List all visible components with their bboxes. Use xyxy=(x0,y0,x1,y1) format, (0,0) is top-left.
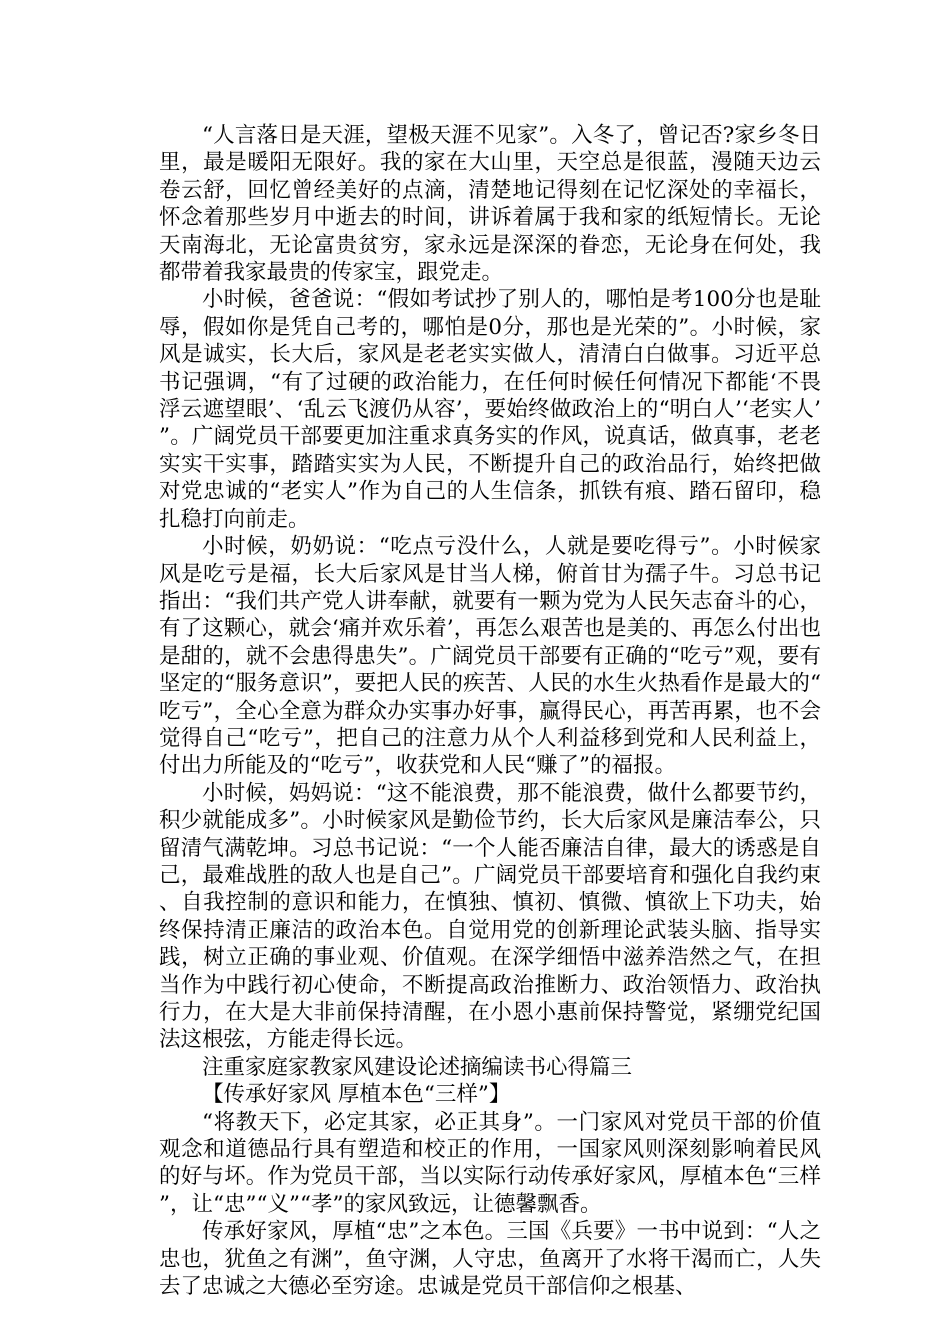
section-subtitle: 【传承好家风 厚植本色“三样”】 xyxy=(202,1082,511,1108)
section-title: 注重家庭家教家风建设论述摘编读书心得篇三 xyxy=(202,1054,633,1080)
paragraph-section-intro: “将教天下，必定其家，必正其身”。一门家风对党员干部的价值观念和道德品行具有塑造和校正的作用，一国家风则深刻影响着民风的好与坏。作为党员干部，当以实际行动传承好家风，厚植本色“三样”，让“忠”“义”“孝”的家风致远，让德馨飘香。 xyxy=(159,1109,821,1217)
paragraph-father: 小时候，爸爸说：“假如考试抄了别人的，哪怕是考100分也是耻辱，假如你是凭自己考的，哪怕是0分，那也是光荣的”。小时候，家风是诚实，长大后，家风是老老实实做人，清清白白做事。习近平总书记强调，“有了过硬的政治能力，在任何时候任何情况下都能‘不畏浮云遮望眼’、‘乱云飞渡仍从容’，要始终做政治上的“明白人’‘老实人’”。广阔党员干部要更加注重求真务实的作风，说真话，做真事，老老实实干实事，踏踏实实为人民，不断提升自己的政治品行，始终把做对党忠诚的“老实人”作为自己的人生信条，抓铁有痕、踏石留印，稳扎稳打向前走。 xyxy=(159,287,821,532)
paragraph-grandmother: 小时候，奶奶说：“吃点亏没什么，人就是要吃得亏”。小时候家风是吃亏是福，长大后家风是甘当人梯，俯首甘为孺子牛。习总书记指出：“我们共产党人讲奉献，就要有一颗为党为人民矢志奋斗的心，有了这颗心，就会‘痛并欢乐着’，再怎么艰苦也是美的、再怎么付出也是甜的，就不会患得患失”。广阔党员干部要有正确的“吃亏”观，要有坚定的“服务意识”，要把人民的疾苦、人民的水生火热看作是最大的“吃亏”，全心全意为群众办实事办好事，赢得民心，再苦再累，也不会觉得自己“吃亏”，把自己的注意力从个人利益移到党和人民利益上，付出力所能及的“吃亏”，收获党和人民“赚了”的福报。 xyxy=(159,534,821,779)
paragraph-loyalty: 传承好家风，厚植“忠”之本色。三国《兵要》一书中说到：“人之忠也，犹鱼之有渊”，鱼守渊，人守忠，鱼离开了水将干渴而亡，人失去了忠诚之大德必至穷途。忠诚是党员干部信仰之根基、 xyxy=(159,1219,821,1300)
document-page xyxy=(159,122,821,1300)
paragraph-intro: “人言落日是天涯，望极天涯不见家”。入冬了，曾记否?家乡冬日里，最是暖阳无限好。我的家在大山里，天空总是很蓝，漫随天边云卷云舒，回忆曾经美好的点滴，清楚地记得刻在记忆深处的幸福长，怀念着那些岁月中逝去的时间，讲诉着属于我和家的纸短情长。无论天南海北，无论富贵贫穷，家永远是深深的眷恋，无论身在何处，我都带着我家最贵的传家宝，跟党走。 xyxy=(159,123,821,286)
paragraph-mother: 小时候，妈妈说：“这不能浪费，那不能浪费，做什么都要节约，积少就能成多”。小时候家风是勤俭节约，长大后家风是廉洁奉公，只留清气满乾坤。习总书记说：“一个人能否廉洁自律，最大的诱惑是自己，最难战胜的敌人也是自己”。广阔党员干部要培育和强化自我约束、自我控制的意识和能力，在慎独、慎初、慎微、慎欲上下功夫，始终保持清正廉洁的政治本色。自觉用党的创新理论武装头脑、指导实践，树立正确的事业观、价值观。在深学细悟中滋养浩然之气，在担当作为中践行初心使命，不断提高政治推断力、政治领悟力、政治执行力，在大是大非前保持清醒，在小恩小惠前保持警觉，紧绷党纪国法这根弦，方能走得长远。 xyxy=(159,780,821,1053)
